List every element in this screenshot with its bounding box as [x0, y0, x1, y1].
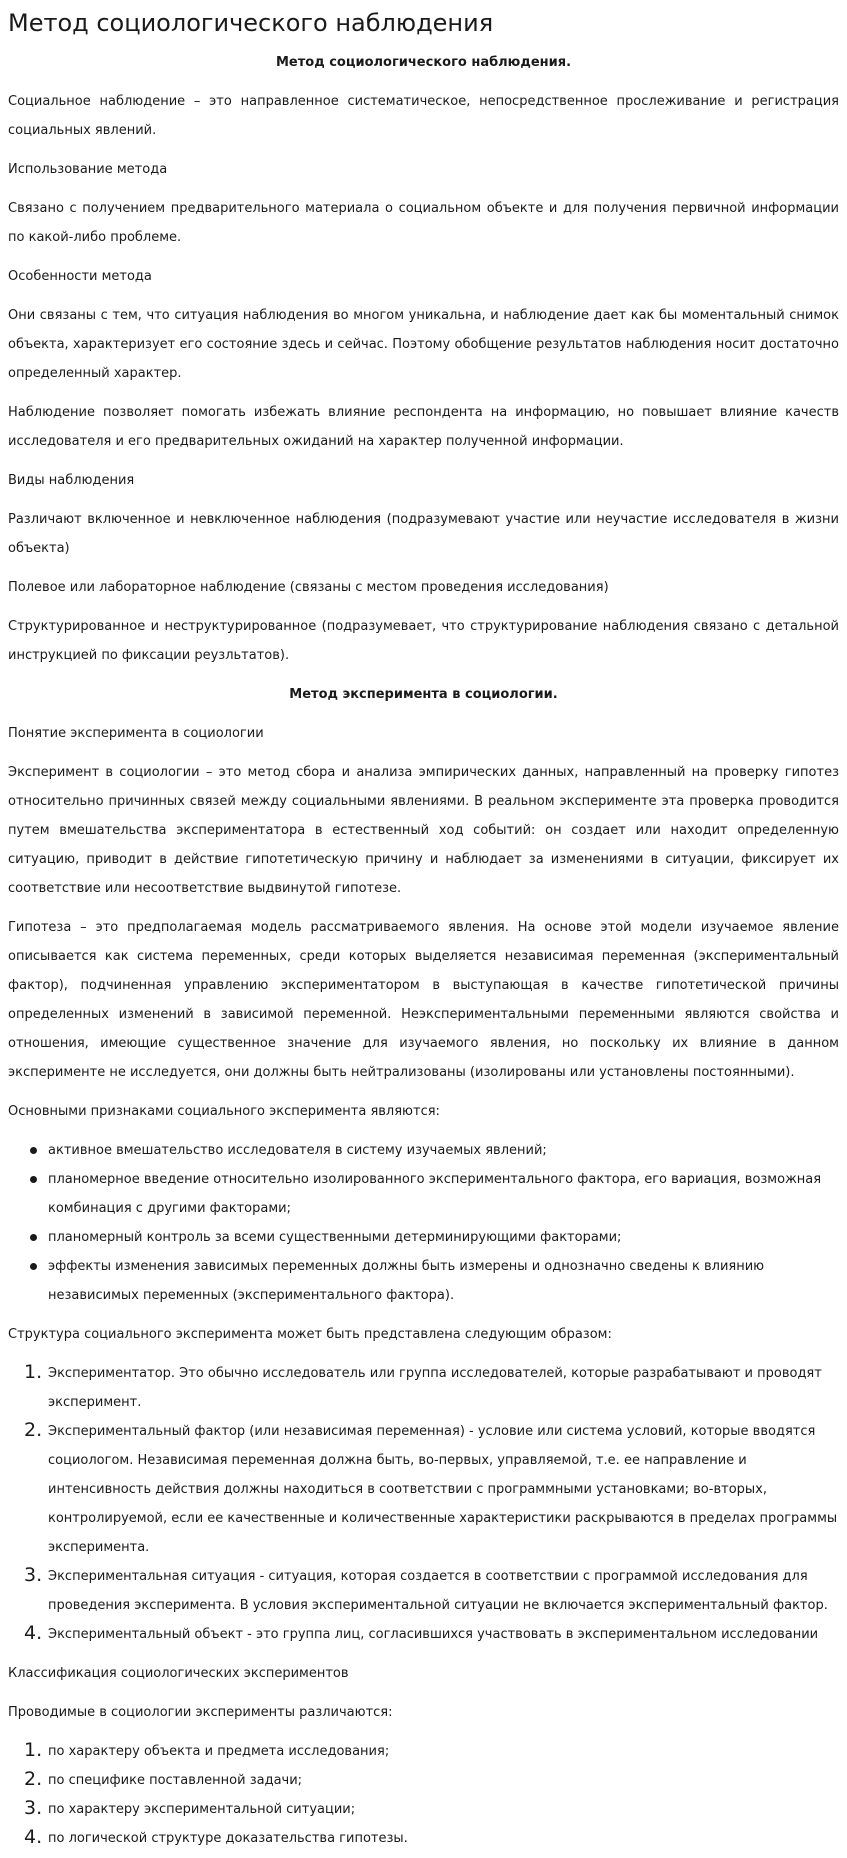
- classification-list: [8, 1737, 839, 1853]
- paragraph-features-2: Наблюдение позволяет помогать избежать влияние респондента на информацию, но повышает влияние качеств исследователя и его предварительных ожиданий на характер полученной информации.: [8, 405, 839, 449]
- subheading-classification: Классификация социологических экспериментов: [8, 1666, 349, 1681]
- list-number: 4.: [24, 1622, 43, 1644]
- paragraph-types-1: Различают включенное и невключенное наблюдения (подразумевают участие или неучастие исследователя в жизни объекта): [8, 512, 839, 556]
- list-number: 2.: [24, 1768, 43, 1790]
- list-number: 3.: [24, 1564, 43, 1586]
- section-heading-observation: Метод социологического наблюдения.: [275, 55, 572, 70]
- list-item: активное вмешательство исследователя в систему изучаемых явлений;: [48, 1136, 839, 1165]
- list-item: планомерное введение относительно изолированного экспериментального фактора, его вариация, возможная комбинация с другими факторами;: [48, 1165, 839, 1223]
- list-item: [24, 1562, 839, 1620]
- list-number: 4.: [24, 1826, 43, 1848]
- paragraph-classification-intro: Проводимые в социологии эксперименты различаются:: [8, 1705, 393, 1720]
- list-item-text: по характеру экспериментальной ситуации;: [48, 1802, 356, 1817]
- list-item-text: Экспериментатор. Это обычно исследователь или группа исследователей, которые разрабатывают и проводят эксперимент.: [48, 1366, 822, 1410]
- list-item: [24, 1766, 839, 1795]
- subheading-concept: Понятие эксперимента в социологии: [8, 726, 264, 741]
- paragraph-concept: Эксперимент в социологии – это метод сбора и анализа эмпирических данных, направленный на проверку гипотез относительно причинных связей между социальными явлениями. В реальном эксперименте эта проверка проводится путем вмешательства экспериментатора в естественный ход событий: он создает или находит определенную ситуацию, приводит в действие гипотетическую причину и наблюдает за изменениями в ситуации, фиксирует их соответствие или несоответствие выдвинутой гипотезе.: [8, 765, 839, 896]
- paragraph-types-2: Полевое или лабораторное наблюдение (связаны с местом проведения исследования): [8, 580, 609, 595]
- list-item: эффекты изменения зависимых переменных должны быть измерены и однозначно сведены к влиянию независимых переменных (экспериментального фактора).: [48, 1252, 839, 1310]
- list-number: 1.: [24, 1361, 43, 1383]
- paragraph-signs-intro: Основными признаками социального эксперимента являются:: [8, 1104, 440, 1119]
- subheading-usage: Использование метода: [8, 162, 168, 177]
- paragraph-definition: Социальное наблюдение – это направленное систематическое, непосредственное прослеживание и регистрация социальных явлений.: [8, 94, 839, 138]
- paragraph-hypothesis: Гипотеза – это предполагаемая модель рассматриваемого явления. На основе этой модели изучаемое явление описывается как система переменных, среди которых выделяется независимая переменная (экспериментальный фактор), подчиненная управлению экспериментатором в выступающая в качестве гипотетической причины определенных изменений в зависимой переменной. Неэкспериментальными переменными являются свойства и отношения, имеющие существенное значение для изучаемого явления, но поскольку их влияние в данном эксперименте не исследуется, они должны быть нейтрализованы (изолированы или установлены постоянными).: [8, 920, 839, 1080]
- section-heading-experiment: Метод эксперимента в социологии.: [289, 687, 558, 702]
- list-item-text: Экспериментальная ситуация - ситуация, которая создается в соответствии с программой исследования для проведения эксперимента. В условия экспериментальной ситуации не включается экспериментальный фактор.: [48, 1569, 828, 1613]
- list-item: [24, 1417, 839, 1562]
- list-item-text: по специфике поставленной задачи;: [48, 1773, 303, 1788]
- paragraph-structure-intro: Структура социального эксперимента может быть представлена следующим образом:: [8, 1327, 612, 1342]
- paragraph-usage: Связано с получением предварительного материала о социальном объекте и для получения первичной информации по какой-либо проблеме.: [8, 201, 839, 245]
- list-item: [24, 1795, 839, 1824]
- list-item-text: по логической структуре доказательства гипотезы.: [48, 1831, 408, 1846]
- paragraph-features-1: Они связаны с тем, что ситуация наблюдения во многом уникальна, и наблюдение дает как бы моментальный снимок объекта, характеризует его состояние здесь и сейчас. Поэтому обобщение результатов наблюдения носит достаточно определенный характер.: [8, 308, 839, 381]
- subheading-types: Виды наблюдения: [8, 473, 135, 488]
- list-item-text: Экспериментальный фактор (или независимая переменная) - условие или система условий, которые вводятся социологом. Независимая переменная должна быть, во-первых, управляемой, т.е. ее направление и интенсивность действия должны находиться в соответствии с программными установками; во-вторых, контролируемой, если ее качественные и количественные характеристики раскрываются в пределах программы эксперимента.: [48, 1424, 838, 1555]
- list-number: 1.: [24, 1739, 43, 1761]
- subheading-features: Особенности метода: [8, 269, 152, 284]
- list-item-text: по характеру объекта и предмета исследования;: [48, 1744, 390, 1759]
- page-title: Метод социологического наблюдения: [8, 9, 494, 37]
- list-item-text: Экспериментальный объект - это группа лиц, согласившихся участвовать в экспериментальном исследовании: [48, 1627, 819, 1642]
- list-item: [24, 1824, 839, 1853]
- signs-list: [8, 1136, 839, 1310]
- list-item: [24, 1359, 839, 1417]
- list-item: планомерный контроль за всеми существенными детерминирующими факторами;: [48, 1223, 839, 1252]
- list-number: 2.: [24, 1419, 43, 1441]
- list-item: [24, 1737, 839, 1766]
- list-number: 3.: [24, 1797, 43, 1819]
- list-item: [24, 1620, 839, 1649]
- structure-list: [8, 1359, 839, 1649]
- paragraph-types-3: Структурированное и неструктурированное (подразумевает, что структурирование наблюдения связано с детальной инструкцией по фиксации реузльтатов).: [8, 619, 839, 663]
